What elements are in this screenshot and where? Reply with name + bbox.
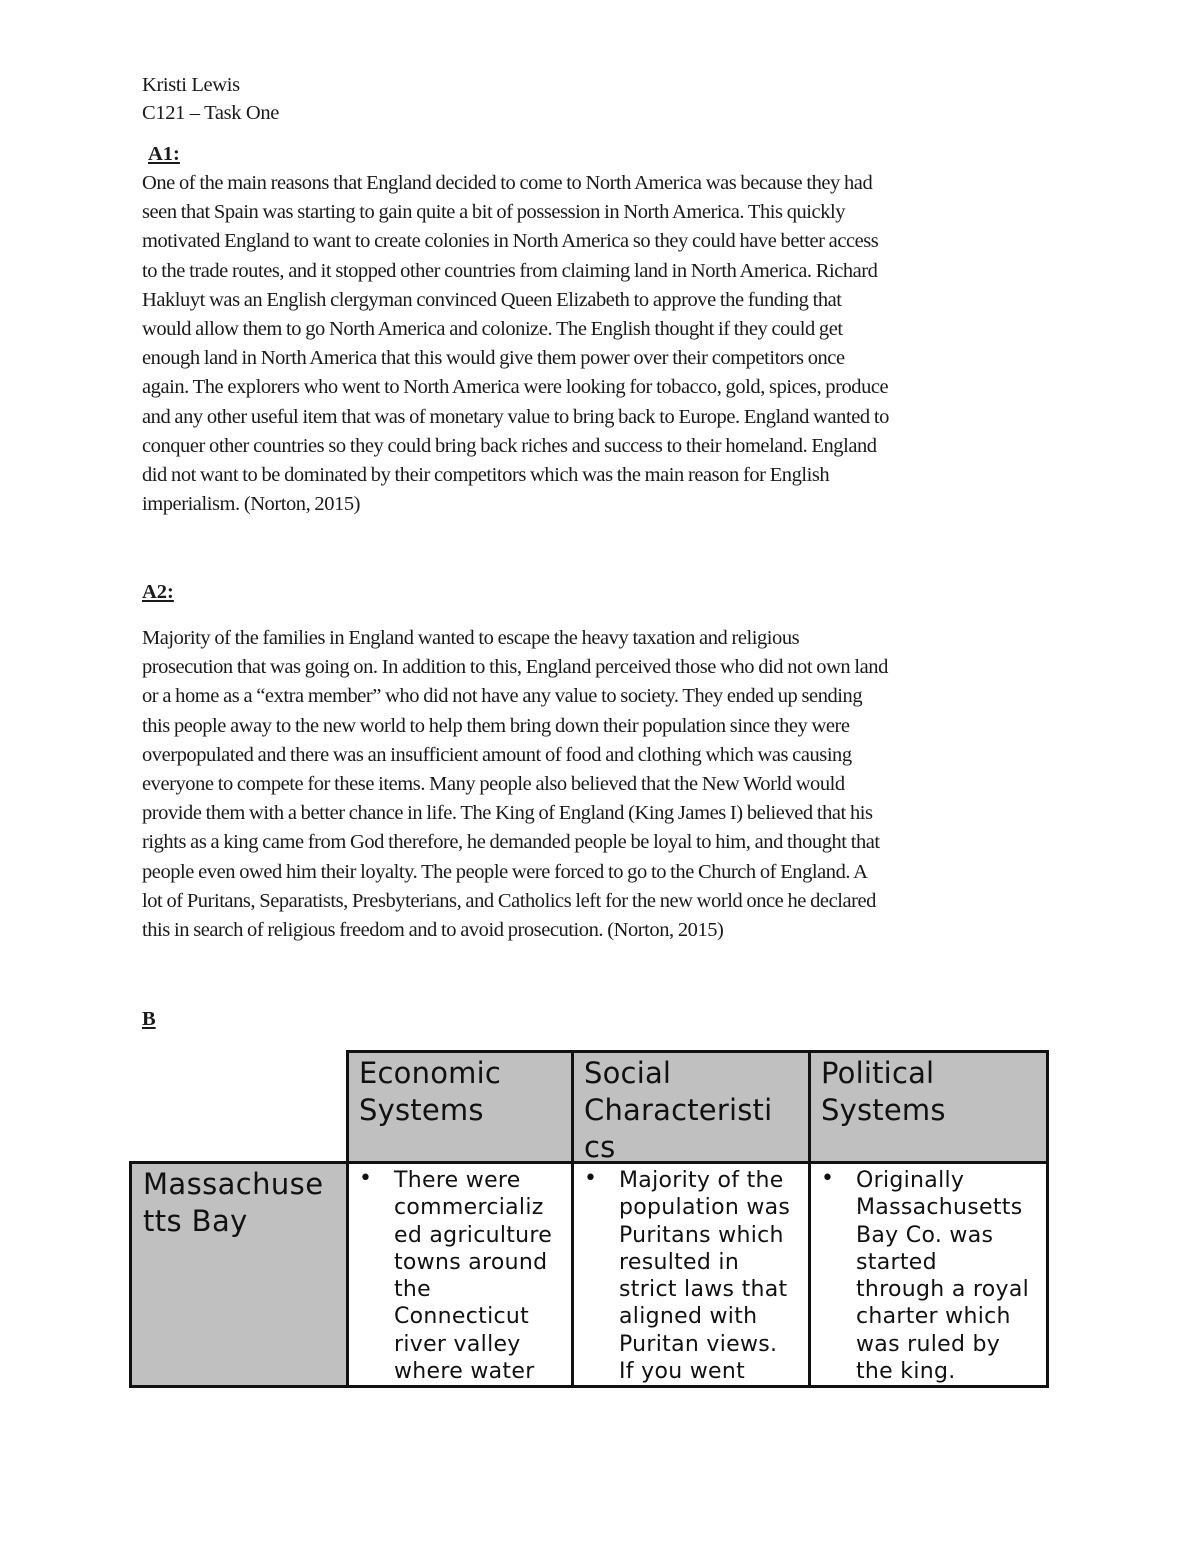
column-header-line: Political	[821, 1056, 935, 1090]
column-header-economic	[346, 1050, 574, 1164]
cell-line: strict laws that	[619, 1277, 788, 1303]
paragraph-line: seen that Spain was starting to gain quite a bit of possession in North America. This quickly	[142, 201, 846, 224]
bullet-icon: •	[584, 1166, 598, 1191]
cell-line: Puritan views.	[619, 1331, 778, 1357]
cell-line: aligned with	[619, 1304, 758, 1330]
column-header-social	[571, 1050, 811, 1164]
cell-line: charter which	[856, 1304, 1011, 1330]
paragraph-line: to the trade routes, and it stopped other countries from claiming land in North America. Richard	[142, 259, 878, 282]
cell-line: Puritans which	[619, 1222, 784, 1248]
paragraph-line: everyone to compete for these items. Many people also believed that the New World would	[142, 773, 845, 796]
paragraph-line: Majority of the families in England wanted to escape the heavy taxation and religious	[142, 627, 800, 649]
column-header-line: Systems	[359, 1093, 484, 1127]
cell-economic	[346, 1161, 574, 1388]
column-header-line: Systems	[821, 1093, 946, 1127]
row-header-massachusetts-bay	[129, 1161, 349, 1388]
cell-social	[571, 1161, 811, 1388]
cell-line: towns around	[394, 1249, 548, 1275]
bullet-icon: •	[821, 1166, 835, 1191]
cell-text	[394, 1167, 569, 1385]
cell-line: resulted in	[619, 1249, 740, 1275]
cell-line: commercializ	[394, 1195, 544, 1221]
paragraph-line: provide them with a better chance in life. The King of England (King James I) believed that his	[142, 802, 873, 825]
cell-line: Majority of the	[619, 1168, 784, 1193]
paragraph-line: prosecution that was going on. In addition to this, England perceived those who did not own land	[142, 656, 888, 679]
cell-line: the	[394, 1277, 432, 1303]
paragraph-line: enough land in North America that this would give them power over their competitors once	[142, 347, 845, 370]
section-heading-b: B	[142, 1008, 156, 1030]
column-header-line: Social	[584, 1056, 672, 1090]
paragraph-line: overpopulated and there was an insufficient amount of food and clothing which was causing	[142, 743, 852, 766]
cell-line: Originally	[856, 1168, 965, 1193]
cell-line: Massachusetts	[856, 1195, 1023, 1221]
cell-line: There were	[394, 1168, 521, 1193]
cell-political	[808, 1161, 1049, 1388]
cell-line: through a royal	[856, 1277, 1030, 1303]
author-name: Kristi Lewis	[142, 74, 240, 96]
row-header-line: tts Bay	[143, 1204, 248, 1238]
paragraph-line: motivated England to want to create colonies in North America so they could have better access	[142, 230, 879, 253]
column-header-political	[808, 1050, 1049, 1164]
cell-text	[619, 1167, 806, 1385]
bullet-icon: •	[359, 1166, 373, 1191]
row-header-line: Massachuse	[143, 1167, 324, 1201]
paragraph-line: One of the main reasons that England decided to come to North America was because they had	[142, 172, 873, 194]
cell-line: river valley	[394, 1331, 521, 1357]
course-task-title: C121 – Task One	[142, 102, 279, 124]
column-header-line: Characteristi	[584, 1093, 773, 1127]
section-a1-paragraph	[142, 169, 889, 519]
paragraph-line: lot of Puritans, Separatists, Presbyterians, and Catholics left for the new world once he declared	[142, 889, 876, 912]
cell-line: where water	[394, 1359, 535, 1385]
paragraph-line: would allow them to go North America and colonize. The English thought if they could get	[142, 318, 843, 341]
column-header-line: Economic	[359, 1056, 501, 1090]
column-header-line: cs	[584, 1130, 616, 1164]
cell-line: Connecticut	[394, 1304, 530, 1330]
paragraph-line: this in search of religious freedom and to avoid prosecution. (Norton, 2015)	[142, 919, 724, 942]
paragraph-line: conquer other countries so they could bring back riches and success to their homeland. England	[142, 434, 877, 457]
paragraph-line: and any other useful item that was of monetary value to bring back to Europe. England wanted to	[142, 405, 889, 428]
paragraph-line: did not want to be dominated by their competitors which was the main reason for English	[142, 464, 830, 487]
cell-text	[856, 1167, 1044, 1385]
paragraph-line: people even owed him their loyalty. The people were forced to go to the Church of England. A	[142, 860, 868, 883]
paragraph-line: rights as a king came from God therefore, he demanded people be loyal to him, and thought that	[142, 831, 880, 854]
cell-line: was ruled by	[856, 1331, 1001, 1357]
cell-line: started	[856, 1249, 937, 1275]
section-heading-a2: A2:	[142, 581, 174, 603]
section-a2-paragraph	[142, 624, 888, 945]
paragraph-line: imperialism. (Norton, 2015)	[142, 493, 361, 516]
cell-line: the king.	[856, 1359, 956, 1385]
paragraph-line: Hakluyt was an English clergyman convinced Queen Elizabeth to approve the funding that	[142, 288, 842, 311]
cell-line: If you went	[619, 1359, 746, 1385]
paragraph-line: this people away to the new world to help them bring down their population since they were	[142, 714, 850, 737]
section-heading-a1: A1:	[148, 143, 180, 165]
paragraph-line: or a home as a “extra member” who did not have any value to society. They ended up sending	[142, 685, 863, 708]
cell-line: ed agriculture	[394, 1222, 553, 1248]
paragraph-line: again. The explorers who went to North America were looking for tobacco, gold, spices, produce	[142, 376, 889, 399]
cell-line: Bay Co. was	[856, 1222, 994, 1248]
cell-line: population was	[619, 1195, 791, 1221]
